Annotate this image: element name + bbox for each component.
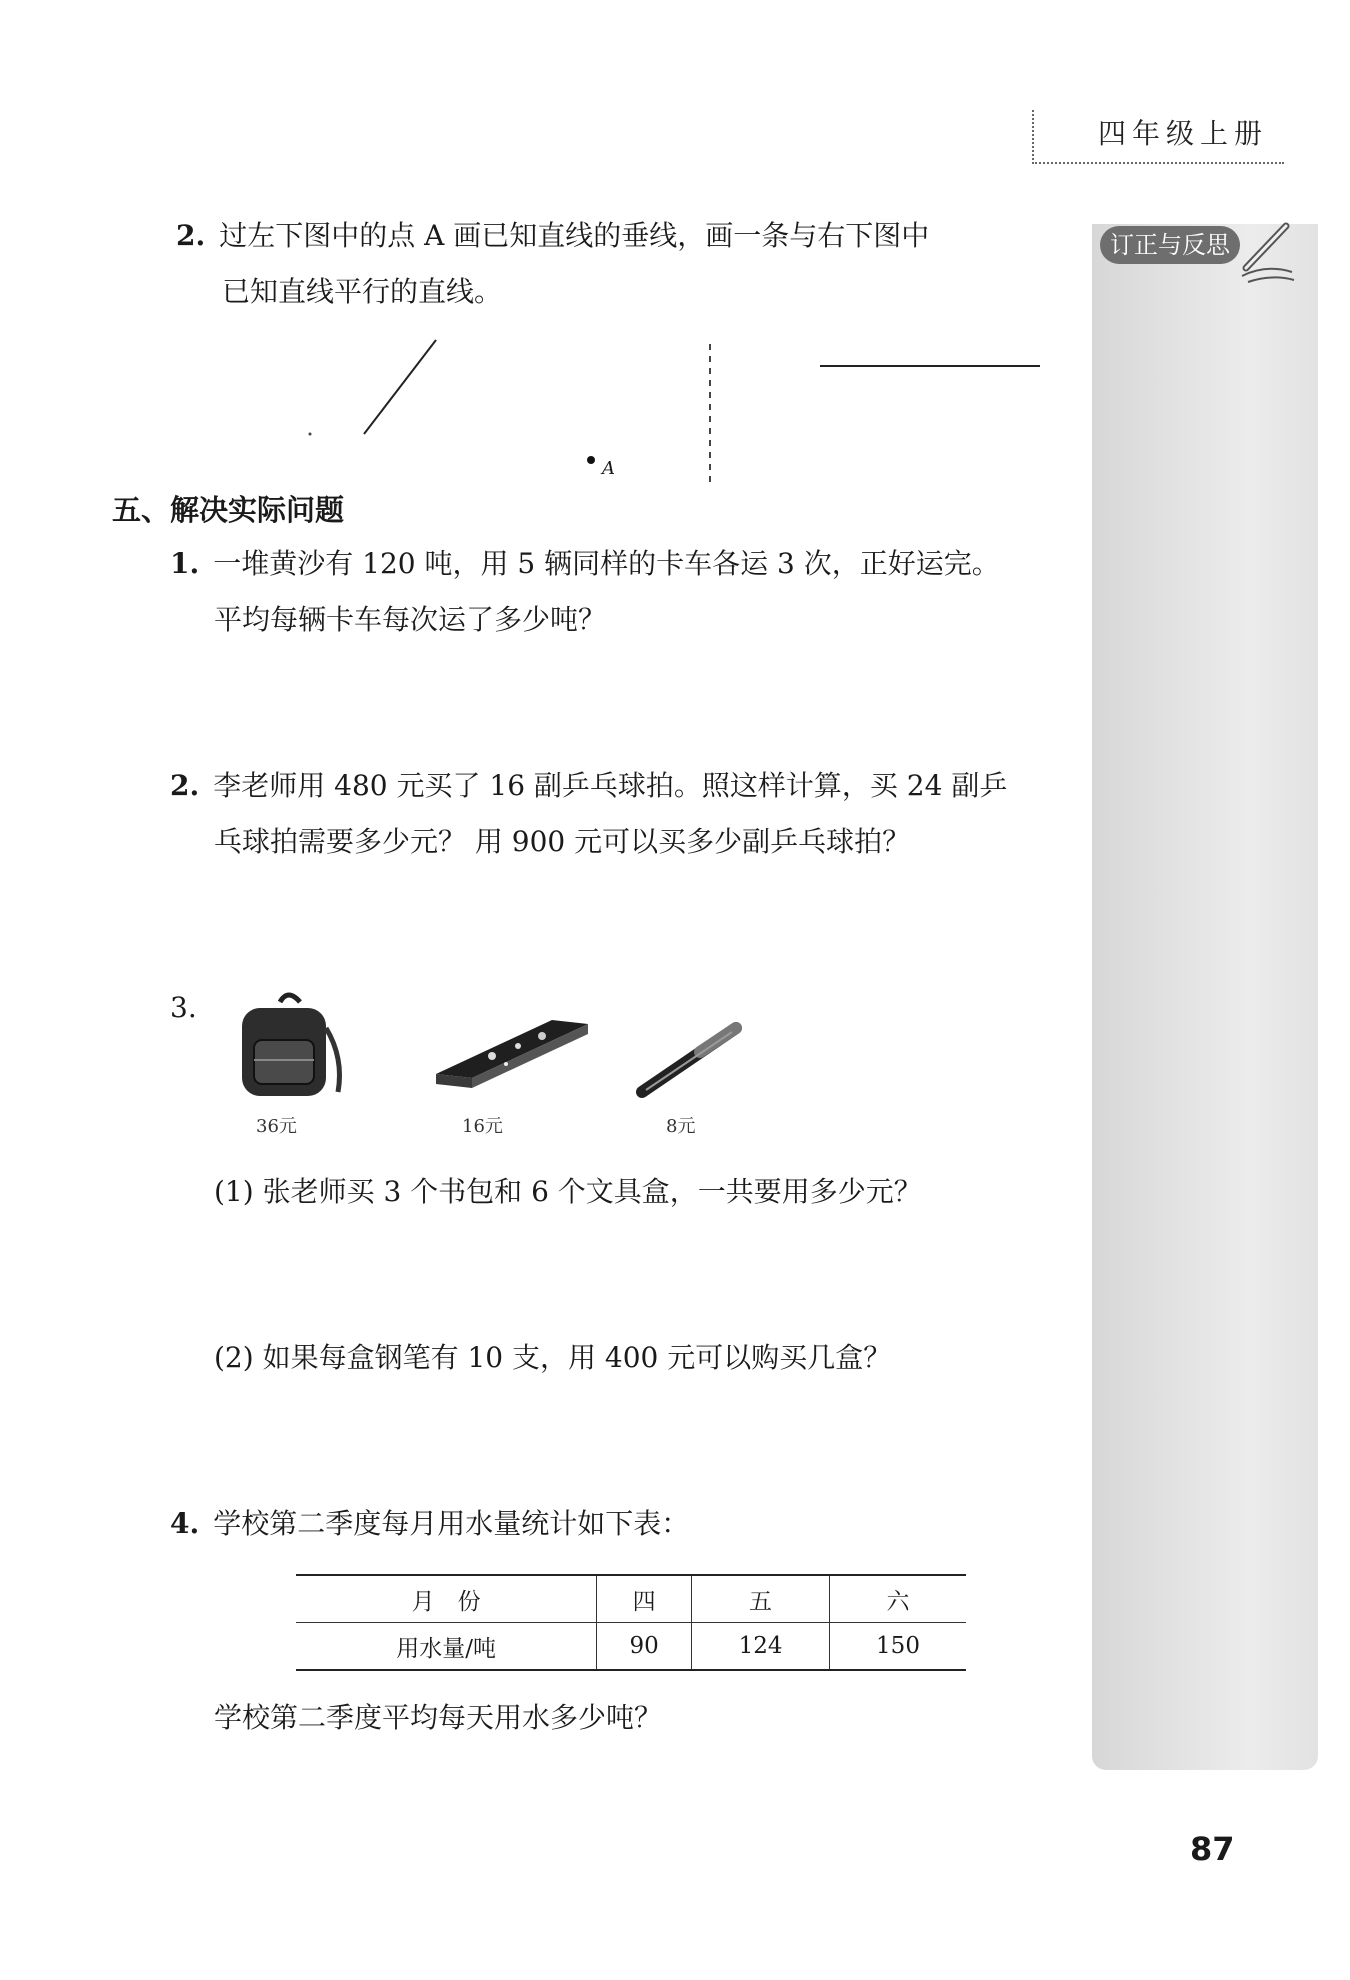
problem-1-line1: 一堆黄沙有 120 吨，用 5 辆同样的卡车各运 3 次，正好运完。 [213, 547, 1000, 580]
problem-1 [170, 536, 1000, 592]
drawing-figures [280, 330, 1060, 490]
problem-2 [170, 758, 1007, 814]
point-a [587, 456, 595, 464]
problem-3-sub2: (2) 如果每盒钢笔有 10 支，用 400 元可以购买几盒？ [214, 1341, 892, 1374]
correction-sidebar [1092, 224, 1318, 1770]
draw-question-line2: 已知直线平行的直线。 [222, 275, 503, 308]
sidebar-tab-label: 订正与反思 [1100, 226, 1240, 264]
table-row [296, 1623, 966, 1671]
problem-1-number: 1. [170, 547, 200, 580]
pencil-case-icon [432, 1012, 592, 1092]
draw-question [176, 208, 929, 264]
stray-dot [309, 433, 312, 436]
problem-3-sub1: (1) 张老师买 3 个书包和 6 个文具盒，一共要用多少元？ [214, 1175, 922, 1208]
pencil-case-price: 16元 [462, 1116, 503, 1137]
table-header-cell: 四 [597, 1575, 692, 1623]
section-title: 五、解决实际问题 [112, 493, 345, 527]
problem-2-line1: 李老师用 480 元买了 16 副乒乓球拍。照这样计算，买 24 副乒 [213, 769, 1008, 802]
table-cell: 用水量/吨 [296, 1623, 597, 1671]
point-a-label: A [602, 458, 615, 479]
table-header-cell: 月 份 [296, 1575, 597, 1623]
problem-2-line2: 乓球拍需要多少元？ 用 900 元可以买多少副乒乓球拍？ [214, 825, 911, 858]
table-header-row [296, 1575, 966, 1623]
problem-1-line2: 平均每辆卡车每次运了多少吨？ [214, 603, 607, 636]
draw-question-number: 2. [176, 219, 206, 252]
water-usage-table [296, 1574, 966, 1671]
grade-label: 四年级上册 [1098, 117, 1269, 150]
page-number: 87 [1190, 1830, 1235, 1868]
problem-4-question: 学校第二季度平均每天用水多少吨？ [214, 1701, 663, 1734]
problem-2-number: 2. [170, 769, 200, 802]
slanted-line [364, 340, 436, 434]
table-header-cell: 六 [830, 1575, 966, 1623]
pencil-icon [1236, 220, 1298, 286]
problem-4-number: 4. [170, 1507, 200, 1540]
backpack-price: 36元 [256, 1116, 297, 1137]
draw-question-line1: 过左下图中的点 A 画已知直线的垂线，画一条与右下图中 [219, 219, 930, 252]
table-cell: 150 [830, 1623, 966, 1671]
table-header-cell: 五 [692, 1575, 830, 1623]
table-cell: 124 [692, 1623, 830, 1671]
backpack-icon [228, 988, 348, 1108]
problem-3-number: 3. [170, 991, 197, 1024]
problem-4 [170, 1496, 689, 1552]
pen-icon [632, 1012, 752, 1102]
pen-price: 8元 [666, 1116, 696, 1137]
table-cell: 90 [597, 1623, 692, 1671]
problem-4-intro: 学校第二季度每月用水量统计如下表： [213, 1507, 690, 1540]
